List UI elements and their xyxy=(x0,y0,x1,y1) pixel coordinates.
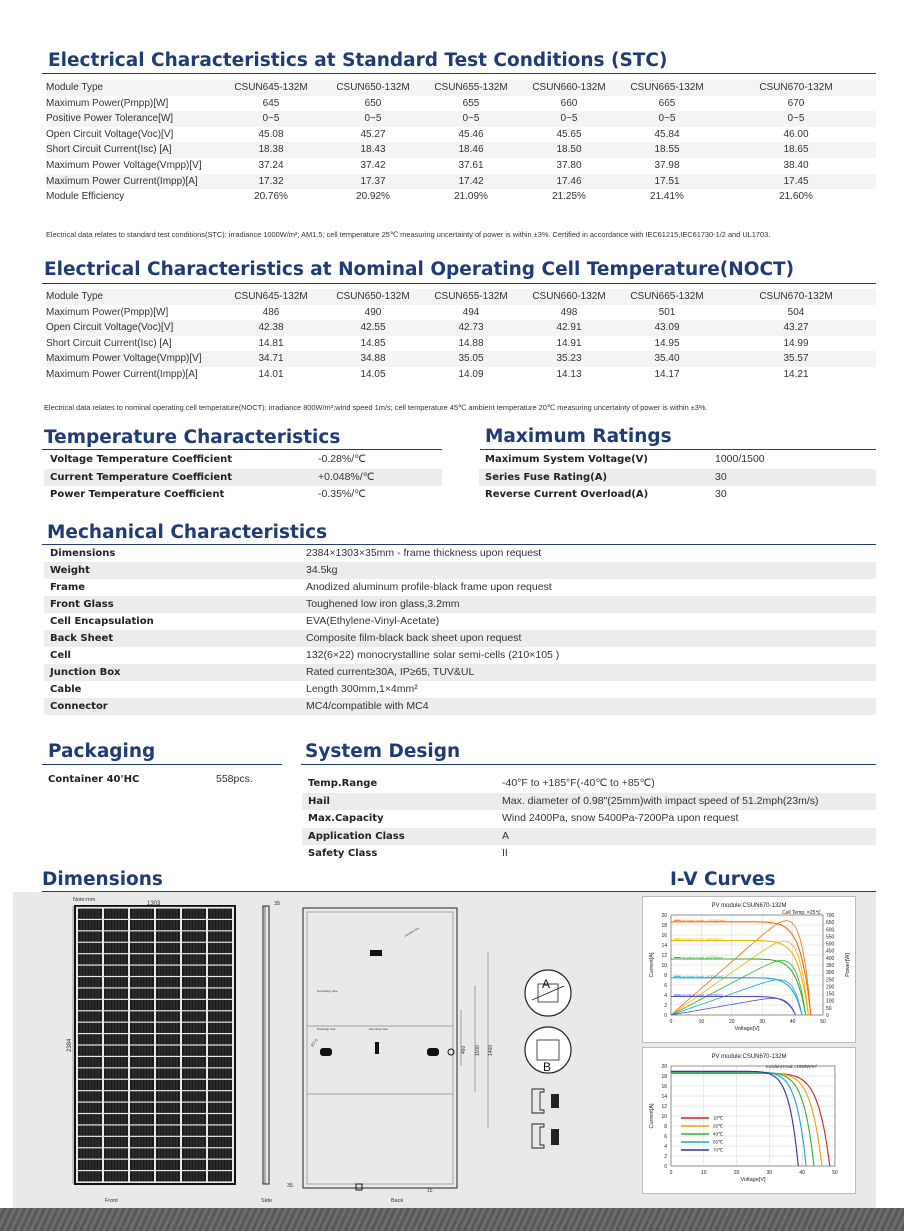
back-dim-1400: 1400 xyxy=(488,1044,494,1056)
y-tick-label: 20 xyxy=(661,913,667,919)
iv-chart-2-frame xyxy=(642,1047,856,1194)
y-tick-label: 8 xyxy=(664,1124,667,1130)
packaging-value: 558pcs. xyxy=(216,773,253,785)
stc-cell: 37.80 xyxy=(556,159,582,171)
back-caption: Back xyxy=(391,1198,404,1204)
stc-cell: 18.38 xyxy=(218,142,324,158)
mechanical-table xyxy=(44,545,876,715)
mechanical-key: Cell Encapsulation xyxy=(50,616,154,627)
stc-row xyxy=(46,158,876,174)
stc-cell: 18.55 xyxy=(618,142,716,158)
noct-row xyxy=(46,320,876,336)
noct-cell: 504 xyxy=(787,306,805,318)
mechanical-value: 34.5kg xyxy=(300,562,876,579)
temperature-table xyxy=(44,451,442,504)
noct-cell: 34.71 xyxy=(218,351,324,367)
power-curve-4 xyxy=(671,998,796,1015)
system-row xyxy=(302,775,876,793)
system-key: Application Class xyxy=(302,828,496,846)
dimensions-title: Dimensions xyxy=(42,869,163,890)
legend-label: Incident Irrad.=1000W/m² xyxy=(682,918,725,923)
ratings-key: Maximum System Voltage(V) xyxy=(485,454,648,465)
mechanical-key: Back Sheet xyxy=(44,630,300,647)
y2-tick-label: 150 xyxy=(826,991,835,998)
noct-title: Electrical Characteristics at Nominal Operating Cell Temperature(NOCT) xyxy=(44,259,795,280)
temperature-key: Power Temperature Coefficient xyxy=(50,489,225,501)
ratings-table xyxy=(479,451,876,504)
mechanical-value: Length 300mm,1×4mm² xyxy=(306,683,418,695)
iv-annotation: Incident Irrad.=1000W/m² xyxy=(766,1064,817,1069)
packaging-key: Container 40'HC xyxy=(48,774,140,785)
legend-label: 70℃ xyxy=(713,1147,724,1153)
y-tick-label: 10 xyxy=(661,963,667,969)
noct-row xyxy=(46,289,876,305)
temperature-value: -0.35%/℃ xyxy=(318,488,366,501)
y2-tick-label: 650 xyxy=(826,920,835,927)
front-caption: Front xyxy=(105,1198,118,1204)
iv-chart-1-frame xyxy=(642,896,856,1043)
packaging-table xyxy=(42,771,282,789)
noct-row-label: Maximum Power Voltage(Vmpp)[V] xyxy=(46,351,218,367)
system-value: -40°F to +185°F(-40℃ to +85℃) xyxy=(502,777,655,789)
stc-cell: 645 xyxy=(262,97,280,109)
legend-label: Incident Irrad.=600W/m² xyxy=(682,956,723,960)
back-label-junction: Junction box xyxy=(403,925,421,938)
y-tick-label: 10 xyxy=(661,1114,667,1120)
y-axis-label: Current[A] xyxy=(649,1103,655,1129)
system-value: Max. diameter of 0.98"(25mm)with impact speed of 51.2mph(23m/s) xyxy=(496,793,876,811)
y2-tick-label: 350 xyxy=(826,963,835,969)
system-table xyxy=(302,775,876,863)
y2-axis-label: Power[W] xyxy=(845,953,851,977)
y2-tick-label: 550 xyxy=(826,934,835,941)
side-caption: Side xyxy=(261,1198,273,1204)
mechanical-key: Frame xyxy=(50,582,86,593)
stc-cell: 670 xyxy=(787,97,805,109)
y2-tick-label: 50 xyxy=(826,1005,832,1012)
stc-cell: 45.84 xyxy=(654,128,680,140)
y-tick-label: 16 xyxy=(661,1084,667,1090)
ratings-title: Maximum Ratings xyxy=(485,426,672,447)
stc-cell: 650 xyxy=(364,97,382,109)
noct-cell: CSUN665-132M xyxy=(618,289,716,305)
noct-cell: 35.40 xyxy=(618,351,716,367)
noct-row-label: Maximum Power(Pmpp)[W] xyxy=(46,306,169,318)
stc-cell: 17.37 xyxy=(324,174,422,190)
temperature-row xyxy=(44,469,442,487)
dim-note-label: Note:mm xyxy=(73,897,96,903)
system-value: A xyxy=(496,828,876,846)
stc-row xyxy=(46,189,876,205)
back-dim-460: 460 xyxy=(461,1045,467,1054)
stc-cell: CSUN660-132M xyxy=(520,80,618,96)
mechanical-value: 2384×1303×35mm - frame thickness upon request xyxy=(306,547,542,559)
ratings-row xyxy=(479,486,876,504)
noct-row xyxy=(46,305,876,321)
stc-cell: 38.40 xyxy=(783,159,809,171)
stc-cell: 45.65 xyxy=(556,128,582,140)
stc-cell: 46.00 xyxy=(783,128,809,140)
temperature-key: Voltage Temperature Coefficient xyxy=(50,454,233,465)
stc-cell: CSUN665-132M xyxy=(618,80,716,96)
power-curve-2 xyxy=(671,961,806,1016)
stc-cell: 21.41% xyxy=(650,191,684,203)
legend-label: 40℃ xyxy=(713,1131,724,1137)
noct-cell: 14.01 xyxy=(258,368,284,380)
stc-cell: 0~5 xyxy=(324,111,422,127)
system-row xyxy=(302,845,876,863)
y2-tick-label: 100 xyxy=(826,998,835,1005)
stc-cell: 0~5 xyxy=(618,111,716,127)
mechanical-key: Front Glass xyxy=(44,596,300,613)
stc-cell: 665 xyxy=(658,97,676,109)
noct-cell: 14.17 xyxy=(654,368,680,380)
stc-cell: 18.43 xyxy=(324,142,422,158)
x-tick-label: 50 xyxy=(832,1170,838,1176)
y2-tick-label: 250 xyxy=(826,977,835,984)
stc-row xyxy=(46,127,876,143)
mechanical-value: EVA(Ethylene-Vinyl-Acetate) xyxy=(306,615,440,627)
noct-cell: 14.85 xyxy=(360,337,386,349)
y-tick-label: 12 xyxy=(661,953,667,959)
stc-row xyxy=(46,111,876,127)
side-bottom-label: 35 xyxy=(287,1183,294,1189)
system-row xyxy=(302,810,876,828)
system-key: Safety Class xyxy=(308,848,378,860)
mechanical-row xyxy=(44,613,876,630)
x-tick-label: 0 xyxy=(669,1019,673,1025)
x-tick-label: 50 xyxy=(820,1019,826,1025)
ratings-value: 1000/1500 xyxy=(715,453,765,465)
y2-tick-label: 700 xyxy=(826,913,835,919)
mechanical-key: Cell xyxy=(50,650,71,661)
mechanical-row xyxy=(44,579,876,596)
mechanical-row xyxy=(44,681,876,698)
stc-cell: 17.42 xyxy=(422,174,520,190)
stc-cell: 37.61 xyxy=(458,159,484,171)
noct-cell: 42.91 xyxy=(520,320,618,336)
y2-tick-label: 450 xyxy=(826,948,835,955)
stc-row xyxy=(46,80,876,96)
y-tick-label: 14 xyxy=(661,1094,667,1100)
noct-cell: 14.13 xyxy=(556,368,582,380)
stc-cell: 18.65 xyxy=(716,142,876,158)
stc-row-label: Positive Power Tolerance[W] xyxy=(46,111,218,127)
mechanical-title: Mechanical Characteristics xyxy=(47,522,328,543)
y-tick-label: 12 xyxy=(661,1104,667,1110)
stc-cell: 18.50 xyxy=(520,142,618,158)
legend-label: Incident Irrad.=400W/m² xyxy=(682,974,723,979)
legend-label: Incident Irrad.=200W/m² xyxy=(682,993,723,998)
temperature-row xyxy=(44,486,442,504)
x-tick-label: 20 xyxy=(729,1019,735,1025)
noct-cell: CSUN655-132M xyxy=(422,289,520,305)
mechanical-key: Connector xyxy=(44,698,300,715)
temperature-row xyxy=(44,451,442,469)
x-tick-label: 30 xyxy=(766,1170,773,1176)
stc-cell: 17.46 xyxy=(520,174,618,190)
temperature-title: Temperature Characteristics xyxy=(44,427,341,448)
detail-a-label: A xyxy=(542,977,551,991)
mechanical-value: 132(6×22) monocrystalline solar semi-cells (210×105 ) xyxy=(306,649,560,661)
temperature-value: -0.28%/℃ xyxy=(318,453,366,465)
mechanical-key: Cable xyxy=(50,684,82,695)
iv-chart-1 xyxy=(643,897,855,1042)
noct-row-label: Module Type xyxy=(46,289,218,305)
mechanical-row xyxy=(44,664,876,681)
legend-label: 55℃ xyxy=(713,1139,724,1145)
stc-row xyxy=(46,142,876,158)
stc-cell: 17.32 xyxy=(218,174,324,190)
y-tick-label: 2 xyxy=(664,1154,667,1160)
stc-cell: 0~5 xyxy=(716,111,876,127)
noct-cell: 14.05 xyxy=(360,368,386,380)
system-key: Hail xyxy=(302,793,496,811)
ratings-key: Series Fuse Rating(A) xyxy=(479,469,709,487)
y-tick-label: 20 xyxy=(661,1064,667,1070)
mechanical-value: Toughened low iron glass,3.2mm xyxy=(300,596,876,613)
stc-row-label: Maximum Power Voltage(Vmpp)[V] xyxy=(46,159,202,171)
iv-annotation: Cell Temp. =25℃ xyxy=(781,910,821,916)
stc-cell: 37.24 xyxy=(258,159,284,171)
noct-cell: 43.27 xyxy=(716,320,876,336)
side-top-label: 35 xyxy=(274,901,281,907)
stc-row-label: Open Circuit Voltage(Voc)[V] xyxy=(46,128,174,140)
stc-cell: 0~5 xyxy=(520,111,618,127)
ratings-key: Reverse Current Overload(A) xyxy=(485,489,649,501)
stc-table xyxy=(46,80,876,205)
noct-cell: CSUN660-132M xyxy=(520,289,618,305)
y-tick-label: 2 xyxy=(664,1003,667,1009)
noct-cell: 35.57 xyxy=(716,351,876,367)
noct-cell: 14.95 xyxy=(654,337,680,349)
noct-cell: 34.88 xyxy=(324,351,422,367)
mechanical-value: MC4/compatible with MC4 xyxy=(300,698,876,715)
y2-tick-label: 500 xyxy=(826,941,835,948)
stc-row-label: Short Circuit Current(Isc) [A] xyxy=(46,142,218,158)
mechanical-key: Weight xyxy=(44,562,300,579)
stc-cell: 17.45 xyxy=(716,174,876,190)
system-row xyxy=(302,828,876,846)
ratings-row xyxy=(479,451,876,469)
y-tick-label: 14 xyxy=(661,943,667,949)
stc-row xyxy=(46,96,876,112)
mechanical-key: Dimensions xyxy=(50,548,116,559)
noct-cell: 14.09 xyxy=(458,368,484,380)
system-key: Max.Capacity xyxy=(308,813,384,825)
noct-cell: 490 xyxy=(364,306,382,318)
back-label-drainage: Drainage hole xyxy=(317,1027,336,1031)
x-tick-label: 10 xyxy=(698,1019,705,1025)
stc-cell: 37.42 xyxy=(360,159,386,171)
detail-b-label: B xyxy=(543,1060,552,1074)
system-value: Wind 2400Pa, snow 5400Pa-7200Pa upon request xyxy=(502,812,739,825)
noct-cell: CSUN645-132M xyxy=(218,289,324,305)
stc-title: Electrical Characteristics at Standard Test Conditions (STC) xyxy=(48,50,668,71)
x-tick-label: 20 xyxy=(733,1170,740,1176)
system-title: System Design xyxy=(305,741,461,762)
temperature-key: Current Temperature Coefficient xyxy=(44,469,312,487)
mechanical-row xyxy=(44,647,876,664)
noct-cell: 42.73 xyxy=(422,320,520,336)
noct-row xyxy=(46,336,876,352)
stc-cell: 655 xyxy=(462,97,480,109)
stc-cell: 21.25% xyxy=(552,191,586,203)
ratings-value: 30 xyxy=(715,488,727,501)
noct-cell: 486 xyxy=(262,306,280,318)
iv-title: I-V Curves xyxy=(670,869,776,890)
stc-cell: CSUN645-132M xyxy=(218,80,324,96)
ratings-row xyxy=(479,469,876,487)
stc-row-label: Maximum Power Current(Impp)[A] xyxy=(46,174,218,190)
noct-note: Electrical data relates to nominal operating cell temperature(NOCT): irradiance 800W/m²;wind speed 1m/s; cell temperature 45℃ ambient temperature 20℃ measuring uncertainty of power is within ±3%. xyxy=(44,403,708,412)
stc-cell: 18.46 xyxy=(422,142,520,158)
stc-cell: 21.09% xyxy=(454,191,488,203)
stc-cell: CSUN670-132M xyxy=(716,80,876,96)
x-tick-label: 10 xyxy=(701,1170,707,1176)
mechanical-row xyxy=(44,596,876,613)
y-tick-label: 0 xyxy=(664,1164,667,1170)
noct-row xyxy=(46,351,876,367)
packaging-title: Packaging xyxy=(48,741,156,762)
noct-row xyxy=(46,367,876,383)
iv-curve-4 xyxy=(671,997,796,1016)
x-tick-label: 40 xyxy=(789,1019,796,1025)
stc-cell: 0~5 xyxy=(422,111,520,127)
noct-table xyxy=(46,289,876,383)
noct-cell: 14.99 xyxy=(783,337,809,349)
back-hole-label: 15 xyxy=(427,1188,433,1194)
mechanical-row xyxy=(44,630,876,647)
noct-cell: 501 xyxy=(658,306,676,318)
stc-row-label: Module Type xyxy=(46,80,218,96)
mechanical-value: Anodized aluminum profile-black frame upon request xyxy=(306,581,552,593)
noct-cell: 14.88 xyxy=(458,337,484,349)
iv-chart-title: PV module:CSUN670-132M xyxy=(711,903,787,909)
y2-tick-label: 400 xyxy=(826,955,835,962)
dim-height-label: 2384 xyxy=(67,1038,73,1052)
y-tick-label: 18 xyxy=(661,1074,667,1080)
noct-cell: 43.09 xyxy=(618,320,716,336)
stc-cell: 20.76% xyxy=(254,191,288,203)
temperature-value: +0.048%/℃ xyxy=(312,469,442,487)
stc-cell: 37.98 xyxy=(654,159,680,171)
noct-cell: 42.55 xyxy=(324,320,422,336)
stc-cell: 45.08 xyxy=(258,128,284,140)
noct-cell: 42.38 xyxy=(218,320,324,336)
x-tick-label: 40 xyxy=(799,1170,805,1176)
stc-cell: 17.51 xyxy=(618,174,716,190)
y2-tick-label: 0 xyxy=(826,1013,829,1019)
noct-cell: 498 xyxy=(560,306,578,318)
stc-cell: 20.92% xyxy=(356,191,390,203)
packaging-row xyxy=(42,771,282,789)
system-row xyxy=(302,793,876,811)
ratings-value: 30 xyxy=(709,469,876,487)
back-dim-1100: 1100 xyxy=(475,1045,481,1056)
y-tick-label: 4 xyxy=(664,993,667,999)
stc-row-label: Module Efficiency xyxy=(46,191,125,203)
back-label-grounding: Grounding hole xyxy=(317,989,338,993)
y-tick-label: 6 xyxy=(664,983,667,989)
y2-tick-label: 200 xyxy=(826,984,835,991)
mechanical-value: Rated current≥30A, IP≥65, TUV&UL xyxy=(300,664,876,681)
stc-cell: 45.27 xyxy=(360,128,386,140)
noct-cell: 494 xyxy=(462,306,480,318)
footer-stripe xyxy=(0,1208,904,1231)
stc-row-label: Maximum Power(Pmpp)[W] xyxy=(46,97,169,109)
y-tick-label: 8 xyxy=(664,973,667,979)
stc-note: Electrical data relates to standard test conditions(STC): irradiance 1000W/m²; AM1.5; cell temperature 25℃ measuring uncertainty of power is within ±3%. Certified in accordance with IEC61215,IEC61730-1/2 and UL1703. xyxy=(46,230,771,239)
noct-cell: 35.23 xyxy=(520,351,618,367)
noct-row-label: Open Circuit Voltage(Voc)[V] xyxy=(46,320,218,336)
noct-row-label: Maximum Power Current(Impp)[A] xyxy=(46,368,198,380)
stc-cell: 45.46 xyxy=(458,128,484,140)
mechanical-key: Junction Box xyxy=(44,664,300,681)
x-axis-label: Voltage[V] xyxy=(734,1026,760,1032)
stc-cell: CSUN655-132M xyxy=(422,80,520,96)
noct-cell: 14.91 xyxy=(556,337,582,349)
system-value: II xyxy=(502,847,508,860)
mechanical-row xyxy=(44,698,876,715)
y-tick-label: 18 xyxy=(661,923,667,929)
noct-cell: 35.05 xyxy=(422,351,520,367)
y-tick-label: 4 xyxy=(664,1144,667,1150)
noct-cell: 14.21 xyxy=(783,368,809,380)
x-axis-label: Voltage[V] xyxy=(740,1177,766,1183)
stc-cell: 660 xyxy=(560,97,578,109)
mechanical-row xyxy=(44,545,876,562)
legend-label: 25℃ xyxy=(713,1123,724,1129)
y-axis-label: Current[A] xyxy=(649,952,655,978)
y-tick-label: 6 xyxy=(664,1134,667,1140)
stc-cell: 21.60% xyxy=(779,191,813,203)
x-tick-label: 30 xyxy=(759,1019,765,1025)
x-tick-label: 0 xyxy=(669,1170,673,1176)
y-tick-label: 0 xyxy=(664,1013,667,1019)
y2-tick-label: 300 xyxy=(826,970,835,977)
back-label-mounting: Mounting hole xyxy=(369,1027,388,1031)
iv-curve-0 xyxy=(671,1073,830,1166)
y2-tick-label: 600 xyxy=(826,927,835,934)
iv-chart-title: PV module:CSUN670-132M xyxy=(711,1054,787,1060)
mechanical-row xyxy=(44,562,876,579)
iv-chart-2 xyxy=(643,1048,855,1193)
noct-cell: 14.81 xyxy=(258,337,284,349)
noct-row-label: Short Circuit Current(Isc) [A] xyxy=(46,337,172,349)
back-r-label: R7.5 xyxy=(309,1037,319,1048)
stc-cell: CSUN650-132M xyxy=(324,80,422,96)
noct-cell: CSUN650-132M xyxy=(324,289,422,305)
stc-row xyxy=(46,174,876,190)
y-tick-label: 16 xyxy=(661,933,667,939)
mechanical-value: Composite film-black back sheet upon request xyxy=(300,630,876,647)
legend-label: Incident Irrad.=800W/m² xyxy=(682,937,723,942)
dim-width-label: 1303 xyxy=(147,901,161,907)
system-key: Temp.Range xyxy=(308,778,378,789)
legend-label: 10℃ xyxy=(713,1115,724,1121)
stc-cell: 0~5 xyxy=(218,111,324,127)
noct-cell: CSUN670-132M xyxy=(716,289,876,305)
